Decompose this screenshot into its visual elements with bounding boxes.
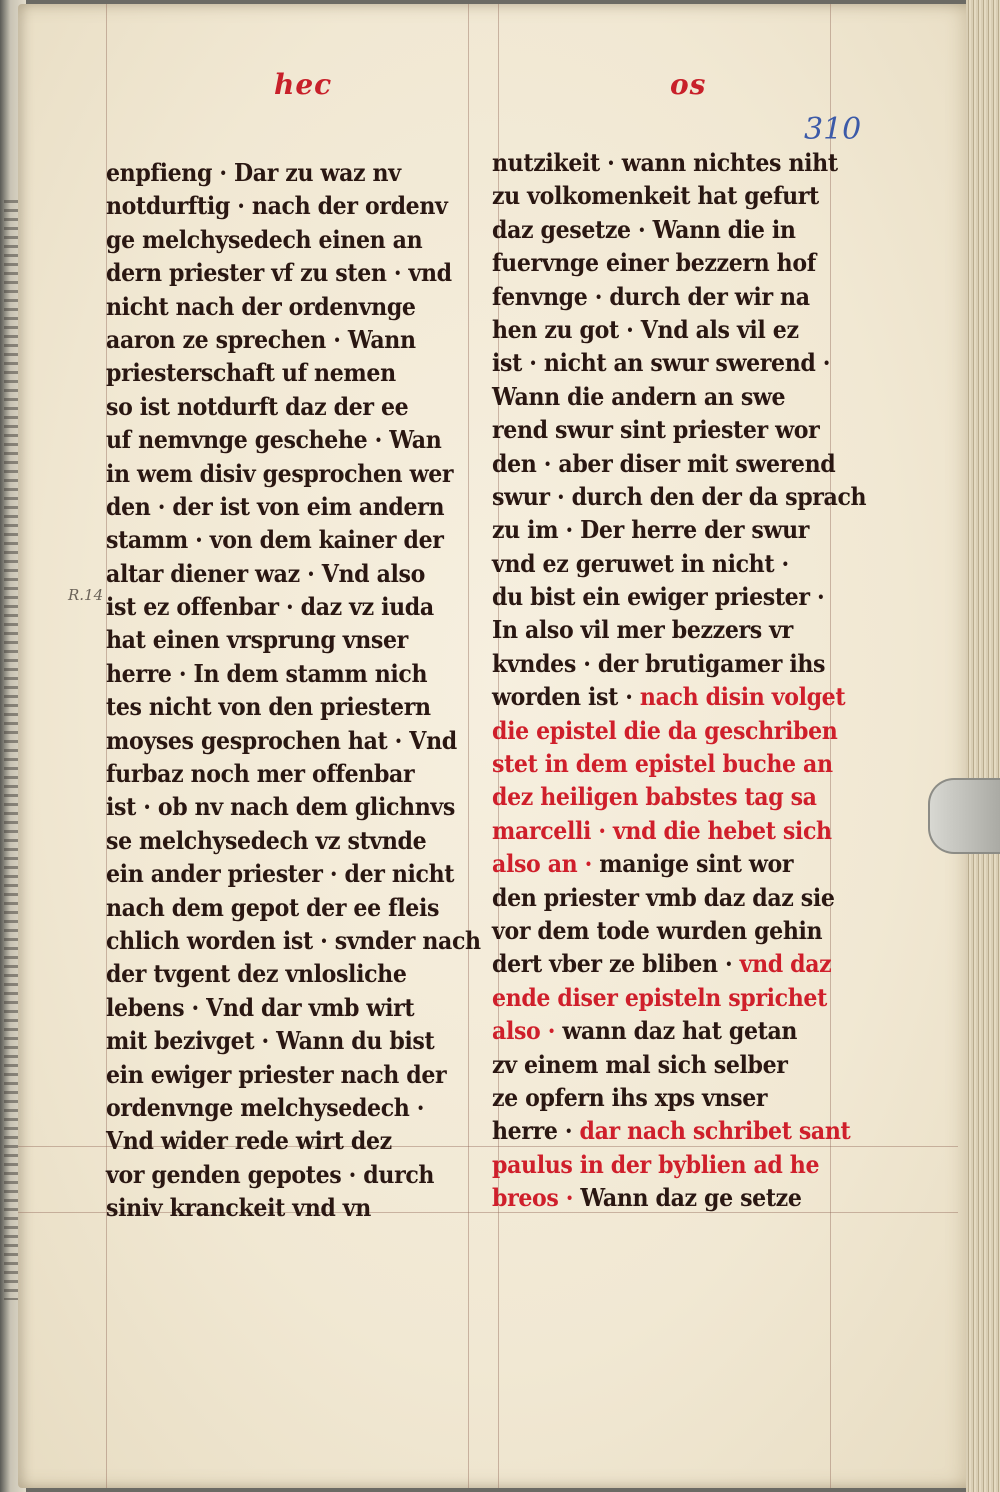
left-column-line: [106, 790, 455, 823]
right-column-line: [492, 647, 826, 680]
text-column-left: [106, 156, 481, 1225]
ruling-line-left-inner: [468, 4, 469, 1488]
right-column-line: [492, 447, 836, 480]
folio-number: 310: [804, 112, 862, 147]
body-text: priesterschaft uf nemen: [106, 358, 396, 388]
right-column-line: [492, 547, 823, 580]
body-text: ordenvnge melchysedech ·: [106, 1092, 425, 1122]
left-column-line: [106, 824, 437, 857]
body-text: chlich worden ist · svnder nach: [106, 925, 481, 955]
left-column-line: [106, 590, 437, 623]
right-column-line: [492, 780, 823, 813]
right-column-line: [492, 1181, 823, 1214]
body-text: swur · durch den der da sprach: [492, 481, 867, 511]
running-head-left: hec: [274, 68, 333, 101]
right-column-line: [492, 1014, 823, 1047]
left-column-line: [106, 991, 437, 1024]
right-column-line: [492, 146, 838, 179]
text-column-right: [492, 146, 867, 1215]
body-text: rend swur sint priester wor: [492, 415, 820, 445]
body-text: moyses gesprochen hat · Vnd: [106, 725, 457, 755]
body-text: ge melchysedech einen an: [106, 224, 423, 254]
right-column-line: [492, 480, 867, 513]
body-text: fenvnge · durch der wir na: [492, 281, 810, 311]
body-text: hat einen vrsprung vnser: [106, 625, 408, 655]
left-column-line: [106, 1024, 437, 1057]
body-text: ist · ob nv nach dem glichnvs: [106, 792, 455, 822]
right-column-line: [492, 346, 831, 379]
right-column-line: [492, 814, 832, 847]
right-column-line: [492, 213, 823, 246]
body-text: altar diener waz · Vnd also: [106, 558, 425, 588]
running-head-right: os: [670, 68, 707, 101]
left-column-line: [106, 757, 437, 790]
right-column-line: [492, 580, 823, 613]
left-column-line: [106, 256, 452, 289]
left-column-line: [106, 356, 437, 389]
left-column-line: [106, 1191, 437, 1224]
body-text: fuervnge einer bezzern hof: [492, 248, 816, 278]
body-text: du bist ein ewiger priester ·: [492, 582, 825, 612]
body-text: ist · nicht an swur swerend ·: [492, 348, 831, 378]
left-column-line: [106, 1058, 447, 1091]
right-column-line: [492, 947, 832, 980]
body-text: vor dem tode wurden gehin: [492, 915, 823, 945]
bookmark-clip: [928, 778, 1000, 854]
right-column-line: [492, 747, 833, 780]
right-column-line: [492, 513, 823, 546]
body-text: notdurftig · nach der ordenv: [106, 191, 448, 221]
body-text: der tvgent dez vnlosliche: [106, 959, 407, 989]
body-text: hen zu got · Vnd als vil ez: [492, 314, 799, 344]
body-text: Vnd wider rede wirt dez: [106, 1126, 392, 1156]
body-text: herre ·: [492, 1116, 580, 1146]
rubric-text: marcelli · vnd die hebet sich: [492, 815, 832, 845]
left-column-line: [106, 1091, 437, 1124]
body-text: herre · In dem stamm nich: [106, 658, 428, 688]
rubric-text: vnd daz: [739, 949, 832, 979]
body-text: nach dem gepot der ee fleis: [106, 892, 440, 922]
left-column-line: [106, 657, 437, 690]
left-column-line: [106, 290, 437, 323]
body-text: kvndes · der brutigamer ihs: [492, 648, 826, 678]
body-text: vor genden gepotes · durch: [106, 1159, 435, 1189]
body-text: enpfieng · Dar zu waz nv: [106, 158, 401, 187]
left-column-line: [106, 1124, 437, 1157]
right-column-line: [492, 313, 823, 346]
left-column-line: [106, 690, 437, 723]
margin-note: R.14: [68, 586, 104, 604]
body-text: worden ist ·: [492, 682, 640, 712]
left-column-line: [106, 323, 437, 356]
body-text: Wann die andern an swe: [492, 381, 786, 411]
left-column-line: [106, 1158, 437, 1191]
body-text: so ist notdurft daz der ee: [106, 391, 409, 421]
body-text: stamm · von dem kainer der: [106, 525, 444, 555]
right-column-line: [492, 847, 823, 880]
left-column-line: [106, 924, 481, 957]
left-column-line: [106, 557, 437, 590]
body-text: den priester vmb daz daz sie: [492, 882, 835, 912]
rubric-text: ende diser episteln sprichet: [492, 982, 827, 1012]
body-text: zu volkomenkeit hat gefurt: [492, 181, 819, 211]
body-text: dern priester vf zu sten · vnd: [106, 258, 452, 288]
left-column-line: [106, 390, 437, 423]
body-text: mit bezivget · Wann du bist: [106, 1026, 435, 1056]
left-column-line: [106, 891, 440, 924]
rubric-text: also an ·: [492, 849, 600, 879]
body-text: in wem disiv gesprochen wer: [106, 458, 454, 488]
left-column-line: [106, 223, 437, 256]
body-text: nicht nach der ordenvnge: [106, 291, 416, 321]
rubric-text: paulus in der byblien ad he: [492, 1149, 820, 1179]
left-column-line: [106, 189, 448, 222]
body-text: ist ez offenbar · daz vz iuda: [106, 592, 434, 622]
body-text: lebens · Vnd dar vmb wirt: [106, 992, 415, 1022]
body-text: den · aber diser mit swerend: [492, 448, 836, 478]
left-column-line: [106, 423, 442, 456]
body-text: uf nemvnge geschehe · Wan: [106, 425, 442, 455]
right-column-line: [492, 914, 823, 947]
body-text: nutzikeit · wann nichtes niht: [492, 148, 838, 177]
right-column-line: [492, 1048, 823, 1081]
rubric-text: also ·: [492, 1016, 563, 1046]
right-column-line: [492, 613, 823, 646]
body-text: vnd ez geruwet in nicht ·: [492, 548, 789, 578]
right-column-line: [492, 981, 827, 1014]
right-column-line: [492, 680, 846, 713]
left-column-line: [106, 457, 454, 490]
body-text: ze opfern ihs xps vnser: [492, 1082, 768, 1112]
body-text: furbaz noch mer offenbar: [106, 759, 415, 789]
body-text: dert vber ze bliben ·: [492, 949, 740, 979]
body-text: ein ewiger priester nach der: [106, 1059, 447, 1089]
body-text: zu im · Der herre der swur: [492, 515, 810, 545]
right-column-line: [492, 280, 823, 313]
body-text: zv einem mal sich selber: [492, 1049, 788, 1079]
body-text: ein ander priester · der nicht: [106, 859, 455, 889]
left-column-line: [106, 490, 445, 523]
right-column-line: [492, 1148, 823, 1181]
body-text: siniv kranckeit vnd vn: [106, 1193, 371, 1223]
rubric-text: dez heiligen babstes tag sa: [492, 782, 817, 812]
right-column-line: [492, 1081, 823, 1114]
left-column-line: [106, 724, 457, 757]
right-column-line: [492, 380, 823, 413]
body-text: manige sint wor: [599, 849, 794, 879]
body-text: tes nicht von den priestern: [106, 692, 431, 722]
body-text: aaron ze sprechen · Wann: [106, 324, 416, 354]
body-text: den · der ist von eim andern: [106, 491, 445, 521]
body-text: se melchysedech vz stvnde: [106, 825, 427, 855]
body-text: daz gesetze · Wann die in: [492, 214, 796, 244]
rubric-text: dar nach schribet sant: [579, 1116, 851, 1146]
left-column-line: [106, 523, 444, 556]
right-column-line: [492, 881, 835, 914]
left-column-line: [106, 857, 455, 890]
rubric-text: nach disin volget: [639, 682, 846, 712]
right-column-line: [492, 179, 823, 212]
body-text: wann daz hat getan: [562, 1016, 798, 1046]
rubric-text: die epistel die da geschriben: [492, 715, 838, 745]
body-text: Wann daz ge setze: [580, 1183, 802, 1213]
rubric-text: stet in dem epistel buche an: [492, 749, 833, 779]
left-column-line: [106, 957, 437, 990]
left-column-line: [106, 156, 437, 189]
right-column-line: [492, 246, 823, 279]
page-block-edges: [966, 0, 1000, 1492]
body-text: In also vil mer bezzers vr: [492, 615, 793, 645]
right-column-line: [492, 714, 838, 747]
ruling-line-right-outer: [830, 4, 831, 1488]
right-column-line: [492, 413, 823, 446]
right-column-line: [492, 1114, 851, 1147]
left-column-line: [106, 623, 437, 656]
rubric-text: breos ·: [492, 1183, 581, 1213]
